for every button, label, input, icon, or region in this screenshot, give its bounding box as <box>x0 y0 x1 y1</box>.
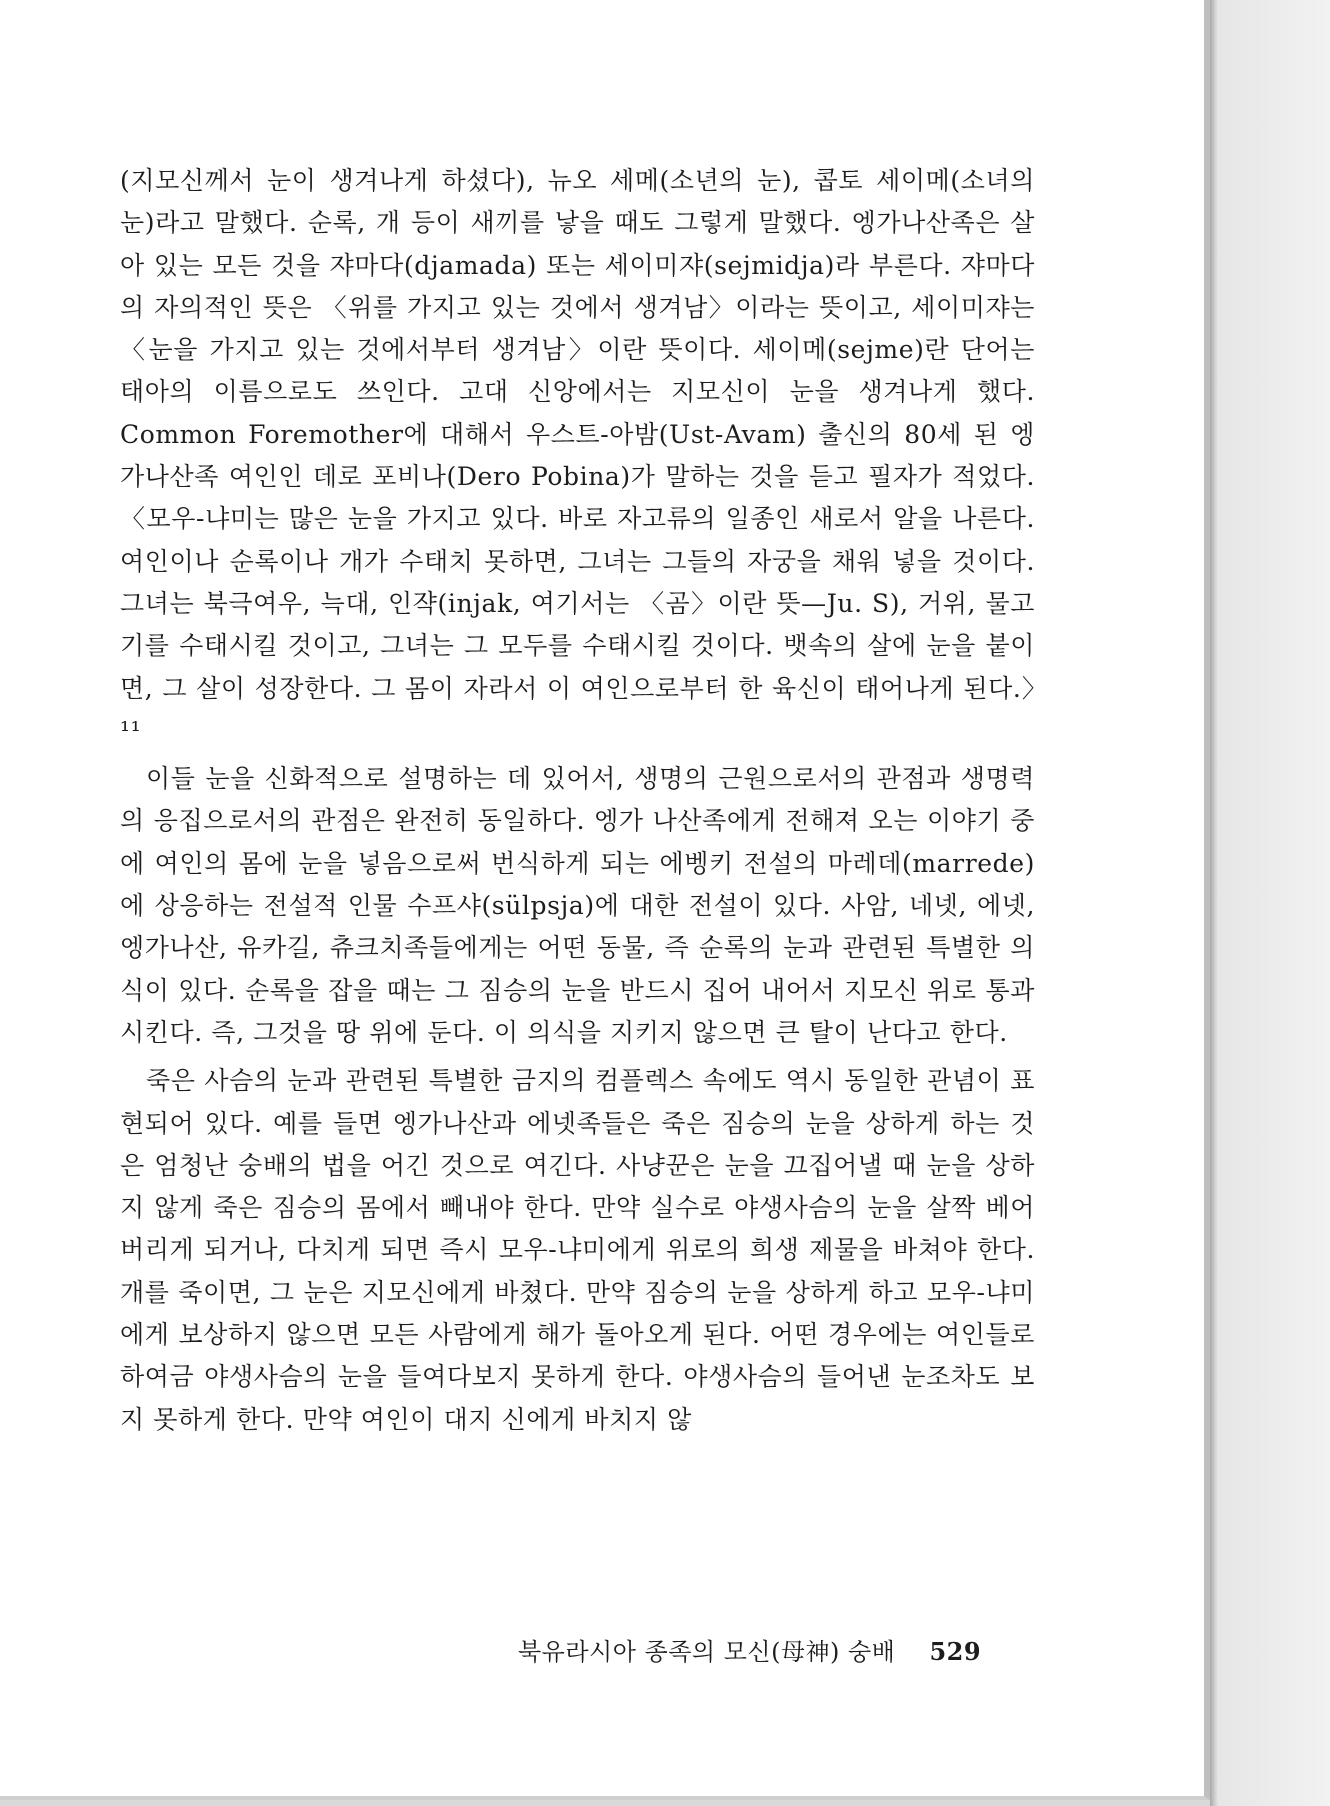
paragraph-3: 죽은 사슴의 눈과 관련된 특별한 금지의 컴플렉스 속에도 역시 동일한 관념이 표현되어 있다. 예를 들면 엥가나산과 에넷족들은 죽은 짐승의 눈을 상하게 하는 것은 엄청난 숭배의 법을 어긴 것으로 여긴다. 사냥꾼은 눈을 끄집어낼 때 눈을 상하지 않게 죽은 짐승의 몸에서 빼내야 한다. 만약 실수로 야생사슴의 눈을 살짝 베어 버리게 되거나, 다치게 되면 즉시 모우-냐미에게 위로의 희생 제물을 바쳐야 한다. 개를 죽이면, 그 눈은 지모신에게 바쳤다. 만약 짐승의 눈을 상하게 하고 모우-냐미에게 보상하지 않으면 모든 사람에게 해가 돌아오게 된다. 어떤 경우에는 여인들로 하여금 야생사슴의 눈을 들여다보지 못하게 한다. 야생사슴의 들어낸 눈조차도 보지 못하게 한다. 만약 여인이 대지 신에게 바치지 않 <box>120 1066 1035 1434</box>
page-number: 529 <box>929 1637 982 1666</box>
page-footer <box>518 1632 1038 1667</box>
running-title: 북유라시아 종족의 모신(母神) 숭배 <box>518 1638 896 1666</box>
paragraph-2: 이들 눈을 신화적으로 설명하는 데 있어서, 생명의 근원으로서의 관점과 생명력의 응집으로서의 관점은 완전히 동일하다. 엥가 나산족에게 전해져 오는 이야기 중에 여인의 몸에 눈을 넣음으로써 번식하게 되는 에벵키 전설의 마레데(marrede)에 상응하는 전설적 인물 수프샤(sülpsja)에 대한 전설이 있다. 사암, 네넷, 에넷, 엥가나산, 유카길, 츄크치족들에게는 어떤 동물, 즉 순록의 눈과 관련된 특별한 의식이 있다. 순록을 잡을 때는 그 짐승의 눈을 반드시 집어 내어서 지모신 위로 통과시킨다. 즉, 그것을 땅 위에 둔다. 이 의식을 지키지 않으면 큰 탈이 난다고 한다. <box>120 764 1035 1047</box>
body-text <box>120 160 1035 1447</box>
paragraph-1: (지모신께서 눈이 생겨나게 하셨다), 뉴오 세메(소년의 눈), 콥토 세이메(소녀의 눈)라고 말했다. 순록, 개 등이 새끼를 낳을 때도 그렇게 말했다. 엥가나산족은 살아 있는 모든 것을 쟈마다(djamada) 또는 세이미쟈(sejmidja)라 부른다. 쟈마다의 자의적인 뜻은 〈위를 가지고 있는 것에서 생겨남〉이라는 뜻이고, 세이미쟈는 〈눈을 가지고 있는 것에서부터 생겨남〉이란 뜻이다. 세이메(sejme)란 단어는 태아의 이름으로도 쓰인다. 고대 신앙에서는 지모신이 눈을 생겨나게 했다. Common Foremother에 대해서 우스트-아밤(Ust-Avam) 출신의 80세 된 엥가나산족 여인인 데로 포비나(Dero Pobina)가 말하는 것을 듣고 필자가 적었다. 〈모우-냐미는 많은 눈을 가지고 있다. 바로 자고류의 일종인 새로서 알을 나른다. 여인이나 순록이나 개가 수태치 못하면, 그녀는 그들의 자궁을 채워 넣을 것이다. 그녀는 북극여우, 늑대, 인쟉(injak, 여기서는 〈곰〉이란 뜻—Ju. S), 거위, 물고기를 수태시킬 것이고, 그녀는 그 모두를 수태시킬 것이다. 뱃속의 살에 눈을 붙이면, 그 살이 성장한다. 그 몸이 자라서 이 여인으로부터 한 육신이 태어나게 된다.〉¹¹ <box>120 166 1035 745</box>
page-edge-shadow <box>1210 0 1330 1806</box>
